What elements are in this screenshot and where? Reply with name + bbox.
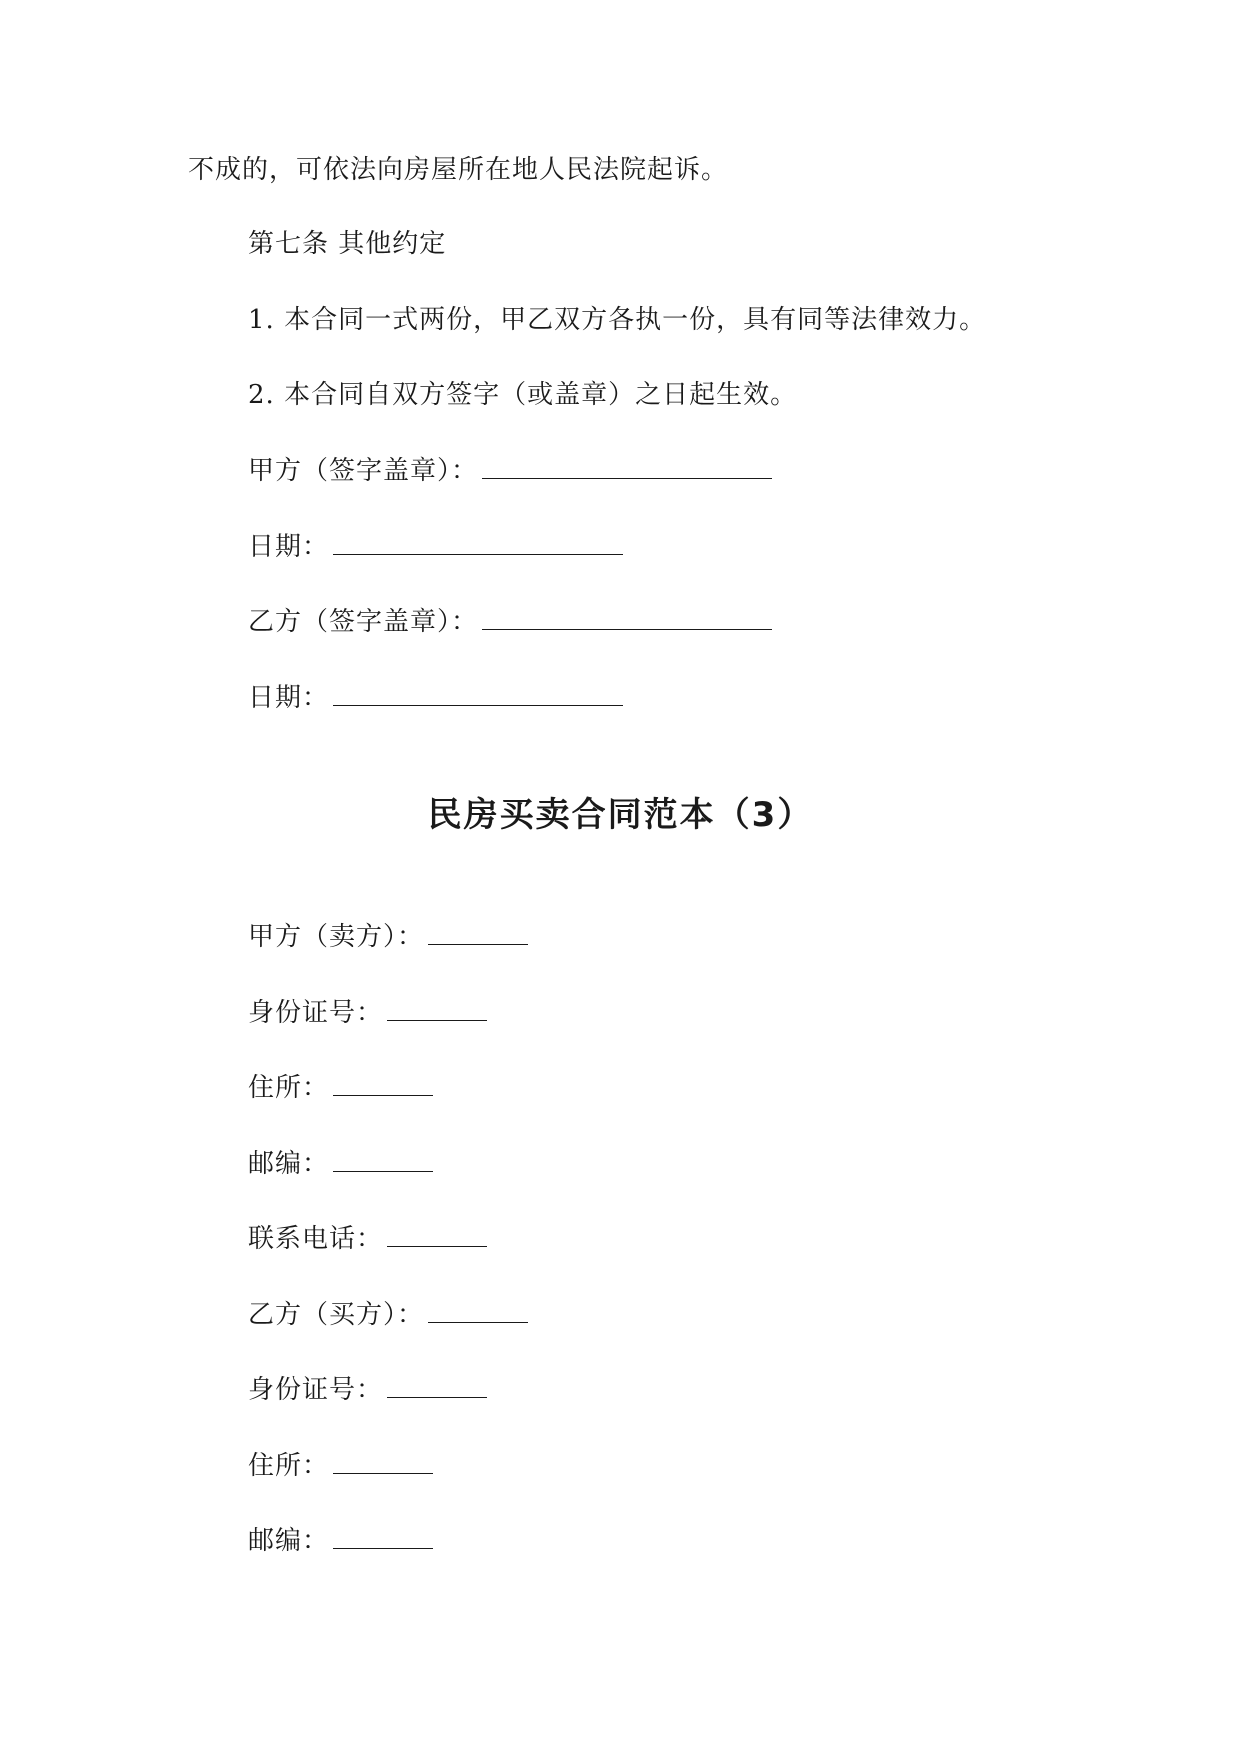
buyer-address-label: 住所：	[248, 1451, 330, 1481]
buyer-party-field[interactable]	[428, 1296, 528, 1323]
party-a-signature-label: 甲方（签字盖章）：	[248, 456, 479, 486]
date-row-2	[248, 679, 623, 716]
seller-address-label: 住所：	[248, 1073, 330, 1103]
buyer-postcode-row	[248, 1522, 433, 1559]
seller-phone-label: 联系电话：	[248, 1224, 384, 1254]
seller-address-field[interactable]	[333, 1069, 433, 1096]
seller-id-label: 身份证号：	[248, 998, 384, 1028]
seller-phone-field[interactable]	[387, 1220, 487, 1247]
buyer-postcode-field[interactable]	[333, 1522, 433, 1549]
section-title: 民房买卖合同范本（3）	[427, 795, 814, 835]
clause-2: 2. 本合同自双方签字（或盖章）之日起生效。	[248, 380, 798, 410]
buyer-address-field[interactable]	[333, 1447, 433, 1474]
party-a-signature-row	[248, 452, 772, 489]
seller-address-row	[248, 1069, 433, 1106]
continuation-text: 不成的，可依法向房屋所在地人民法院起诉。	[188, 155, 729, 185]
seller-postcode-field[interactable]	[333, 1145, 433, 1172]
buyer-address-row	[248, 1447, 433, 1484]
seller-party-field[interactable]	[428, 918, 528, 945]
party-b-signature-row	[248, 603, 772, 640]
buyer-postcode-label: 邮编：	[248, 1526, 330, 1556]
buyer-party-label: 乙方（买方）：	[248, 1300, 425, 1330]
date-label-1: 日期：	[248, 532, 330, 562]
date-field-1[interactable]	[333, 528, 623, 555]
article7-heading: 第七条 其他约定	[248, 229, 447, 259]
seller-id-field[interactable]	[387, 994, 487, 1021]
date-field-2[interactable]	[333, 679, 623, 706]
date-row-1	[248, 528, 623, 565]
buyer-id-label: 身份证号：	[248, 1375, 384, 1405]
party-b-signature-field[interactable]	[482, 603, 772, 630]
seller-phone-row	[248, 1220, 487, 1257]
party-a-signature-field[interactable]	[482, 452, 772, 479]
seller-id-row	[248, 994, 487, 1031]
party-b-signature-label: 乙方（签字盖章）：	[248, 607, 479, 637]
seller-postcode-label: 邮编：	[248, 1149, 330, 1179]
buyer-party-row	[248, 1296, 528, 1333]
seller-party-row	[248, 918, 528, 955]
buyer-id-row	[248, 1371, 487, 1408]
seller-party-label: 甲方（卖方）：	[248, 922, 425, 952]
date-label-2: 日期：	[248, 683, 330, 713]
clause-1: 1. 本合同一式两份，甲乙双方各执一份，具有同等法律效力。	[248, 305, 987, 335]
seller-postcode-row	[248, 1145, 433, 1182]
buyer-id-field[interactable]	[387, 1371, 487, 1398]
